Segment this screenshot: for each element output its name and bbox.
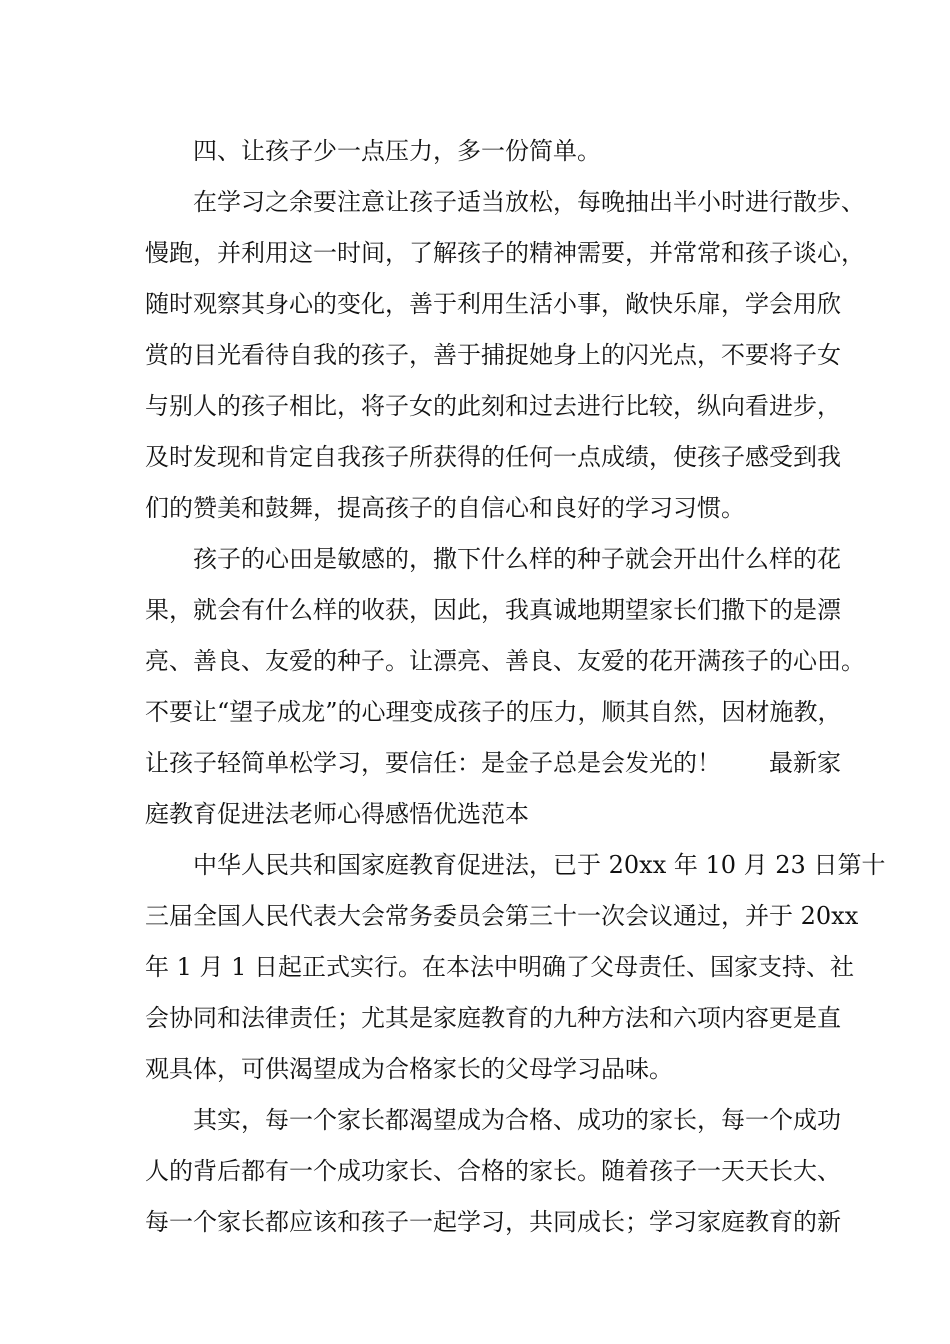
paragraph-line: 孩子的心田是敏感的，撒下什么样的种子就会开出什么样的花 [193,545,841,573]
paragraph-line: 让孩子轻简单松学习，要信任：是金子总是会发光的！ 最新家 [145,749,841,777]
paragraph-line: 每一个家长都应该和孩子一起学习，共同成长；学习家庭教育的新 [145,1208,841,1236]
paragraph-line: 及时发现和肯定自我孩子所获得的任何一点成绩，使孩子感受到我 [145,443,841,471]
paragraph-line: 观具体，可供渴望成为合格家长的父母学习品味。 [145,1055,673,1083]
paragraph-line: 果，就会有什么样的收获，因此，我真诚地期望家长们撒下的是漂 [145,596,841,624]
paragraph-line: 慢跑，并利用这一时间，了解孩子的精神需要，并常常和孩子谈心， [145,239,865,267]
paragraph-line: 们的赞美和鼓舞，提高孩子的自信心和良好的学习习惯。 [145,494,745,522]
paragraph-line: 与别人的孩子相比，将子女的此刻和过去进行比较，纵向看进步， [145,392,841,420]
paragraph-line: 赏的目光看待自我的孩子，善于捕捉她身上的闪光点，不要将子女 [145,341,841,369]
paragraph-line: 庭教育促进法老师心得感悟优选范本 [145,800,529,828]
paragraph-line: 在学习之余要注意让孩子适当放松，每晚抽出半小时进行散步、 [193,188,865,216]
paragraph-line: 随时观察其身心的变化，善于利用生活小事，敞快乐扉，学会用欣 [145,290,841,318]
paragraph-line: 亮、善良、友爱的种子。让漂亮、善良、友爱的花开满孩子的心田。 [145,647,865,675]
paragraph-line: 年 1 月 1 日起正式实行。在本法中明确了父母责任、国家支持、社 [145,953,855,981]
paragraph-line: 三届全国人民代表大会常务委员会第三十一次会议通过，并于 20xx [145,902,859,930]
paragraph-line: 中华人民共和国家庭教育促进法，已于 20xx 年 10 月 23 日第十 [193,851,886,879]
paragraph-line: 会协同和法律责任；尤其是家庭教育的九种方法和六项内容更是直 [145,1004,841,1032]
paragraph-line: 其实，每一个家长都渴望成为合格、成功的家长，每一个成功 [193,1106,841,1134]
paragraph-line: 不要让“望子成龙”的心理变成孩子的压力，顺其自然，因材施教， [145,698,842,726]
section-heading: 四、让孩子少一点压力，多一份简单。 [193,137,601,165]
paragraph-line: 人的背后都有一个成功家长、合格的家长。随着孩子一天天长大、 [145,1157,841,1185]
